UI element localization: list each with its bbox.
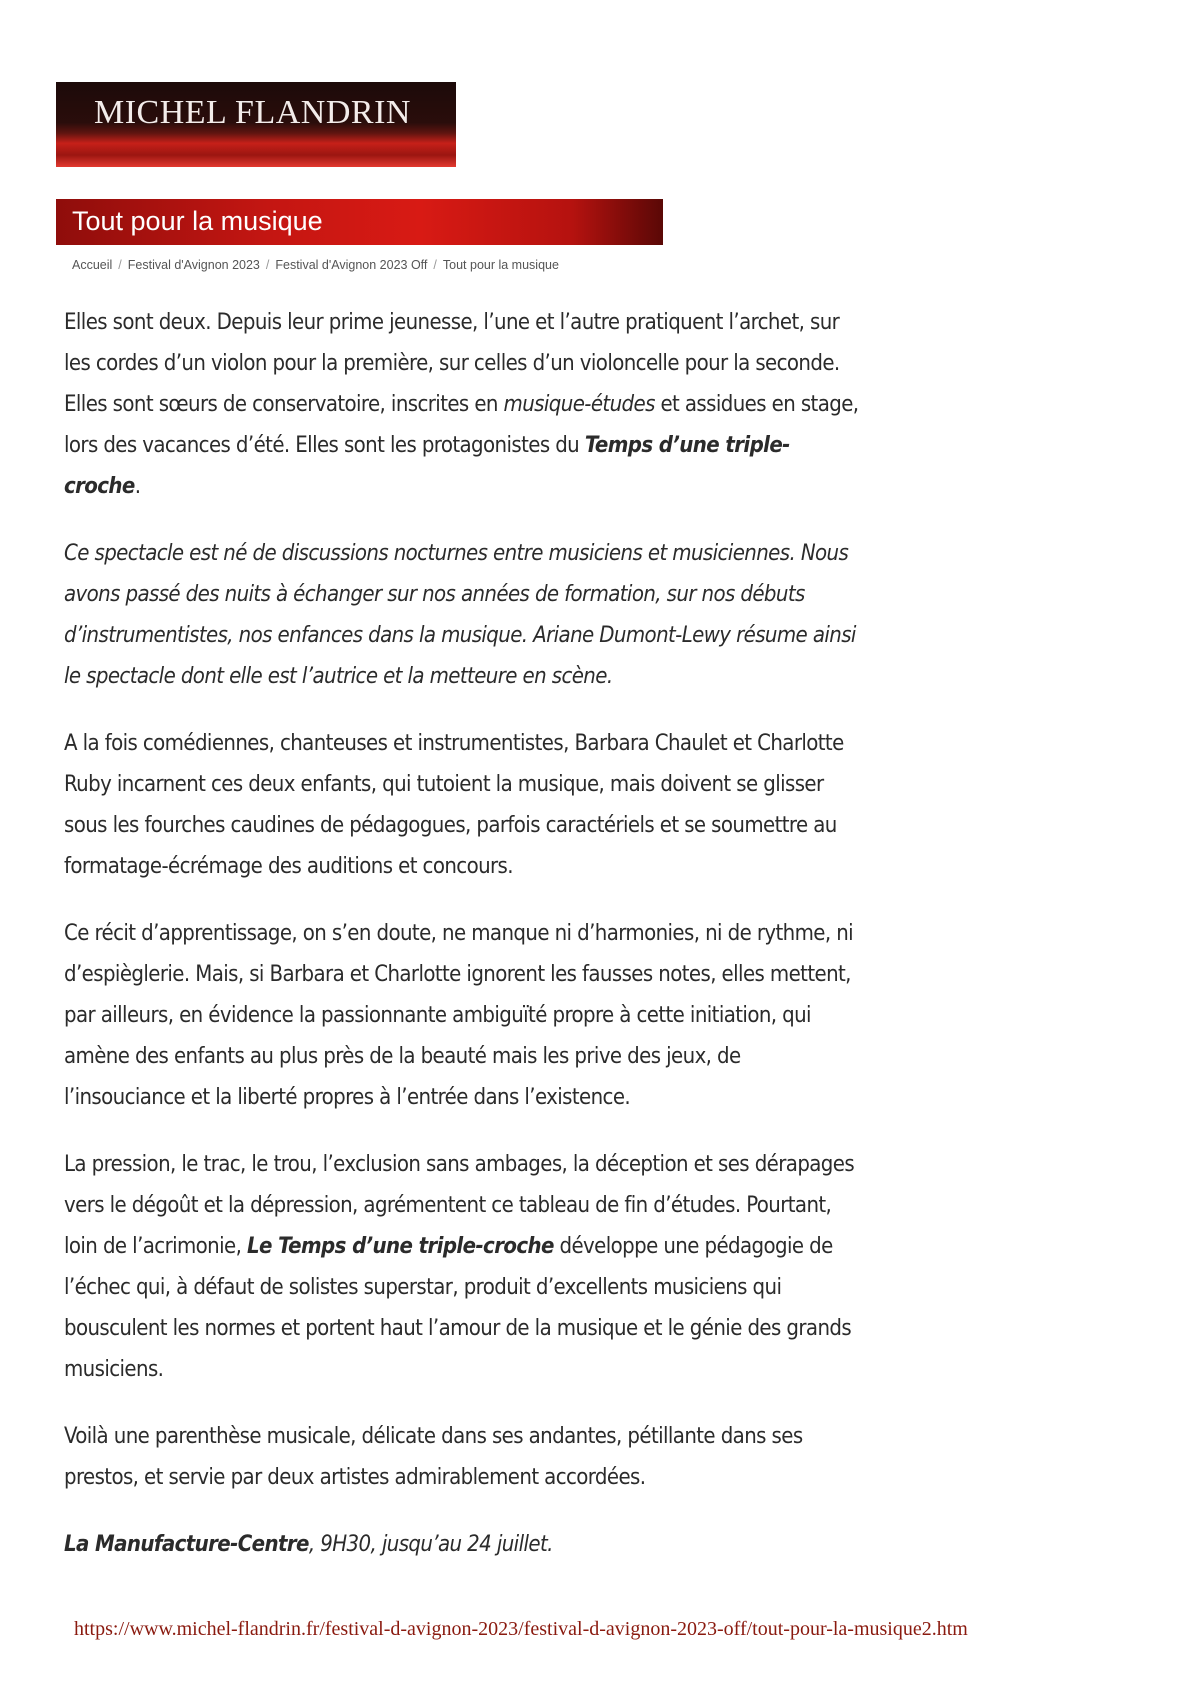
breadcrumb-festival-off[interactable]: Festival d'Avignon 2023 Off bbox=[275, 258, 428, 272]
text: et assidues en stage, lors des vacances d’été. Elles sont les protagonistes du bbox=[64, 392, 859, 458]
breadcrumb bbox=[72, 258, 559, 272]
paragraph-4: Ce récit d’apprentissage, on s’en doute, ne manque ni d’harmonies, ni de rythme, ni d’espièglerie. Mais, si Barbara et Charlotte ignorent les fausses notes, elles mettent, par ailleurs, en évidence la passionnante ambiguïté propre à cette initiation, qui amène des enfants au plus près de la beauté mais les prive des jeux, de l’insouciance et la liberté propres à l’entrée dans l’existence. bbox=[64, 921, 854, 1110]
logo-text: MICHEL FLANDRIN bbox=[94, 94, 411, 131]
paragraph-2-quote: Ce spectacle est né de discussions nocturnes entre musiciens et musiciennes. Nous avons passé des nuits à échanger sur nos années de formation, sur nos débuts d’instrumentistes, nos enfances dans la musique. Ariane Dumont-Lewy résume ainsi le spectacle dont elle est l’autrice et la metteure en scène. bbox=[64, 541, 856, 689]
text: développe une pédagogie de l’échec qui, à défaut de solistes superstar, produit d’excellents musiciens qui bousculent les normes et portent haut l’amour de la musique et le génie des grands musiciens. bbox=[64, 1234, 852, 1382]
breadcrumb-festival-2023[interactable]: Festival d'Avignon 2023 bbox=[127, 258, 260, 272]
article-body bbox=[64, 302, 864, 1591]
breadcrumb-separator: / bbox=[265, 258, 270, 272]
breadcrumb-current: Tout pour la musique bbox=[442, 258, 559, 272]
breadcrumb-separator: / bbox=[118, 258, 122, 272]
emphasis: musique-études bbox=[503, 392, 655, 417]
page-title: Tout pour la musique bbox=[72, 206, 323, 236]
show-title: Temps d’une triple-croche bbox=[64, 433, 790, 499]
text: Elles sont deux. Depuis leur prime jeunesse, l’une et l’autre pratiquent l’archet, sur les cordes d’un violon pour la première, sur celles d’un violoncelle pour la seconde. Elles sont sœurs de conservatoire, inscrites en bbox=[64, 310, 840, 417]
paragraph-1 bbox=[64, 302, 864, 507]
page-title-banner bbox=[56, 199, 663, 245]
text: . bbox=[134, 474, 141, 499]
paragraph-3: A la fois comédiennes, chanteuses et instrumentistes, Barbara Chaulet et Charlotte Ruby incarnent ces deux enfants, qui tutoient la musique, mais doivent se glisser sous les fourches caudines de pédagogues, parfois caractériels et se soumettre au formatage-écrémage des auditions et concours. bbox=[64, 731, 844, 879]
breadcrumb-separator: / bbox=[433, 258, 437, 272]
venue-info bbox=[64, 1524, 864, 1565]
show-title: Le Temps d’une triple-croche bbox=[246, 1234, 554, 1259]
breadcrumb-home[interactable]: Accueil bbox=[72, 258, 113, 272]
source-url[interactable]: https://www.michel-flandrin.fr/festival-d-avignon-2023/festival-d-avignon-2023-off/tout-pour-la-musique2.htm bbox=[74, 1618, 968, 1640]
site-logo[interactable] bbox=[56, 82, 456, 167]
paragraph-5 bbox=[64, 1144, 864, 1390]
schedule: , 9H30, jusqu’au 24 juillet. bbox=[308, 1532, 553, 1557]
text: La pression, le trac, le trou, l’exclusion sans ambages, la déception et ses dérapages vers le dégoût et la dépression, agrémentent ce tableau de fin d’études. Pourtant, loin de l’acrimonie, bbox=[64, 1152, 855, 1259]
venue-name: La Manufacture-Centre bbox=[64, 1532, 309, 1557]
paragraph-6: Voilà une parenthèse musicale, délicate dans ses andantes, pétillante dans ses prestos, et servie par deux artistes admirablement accordées. bbox=[64, 1424, 803, 1490]
